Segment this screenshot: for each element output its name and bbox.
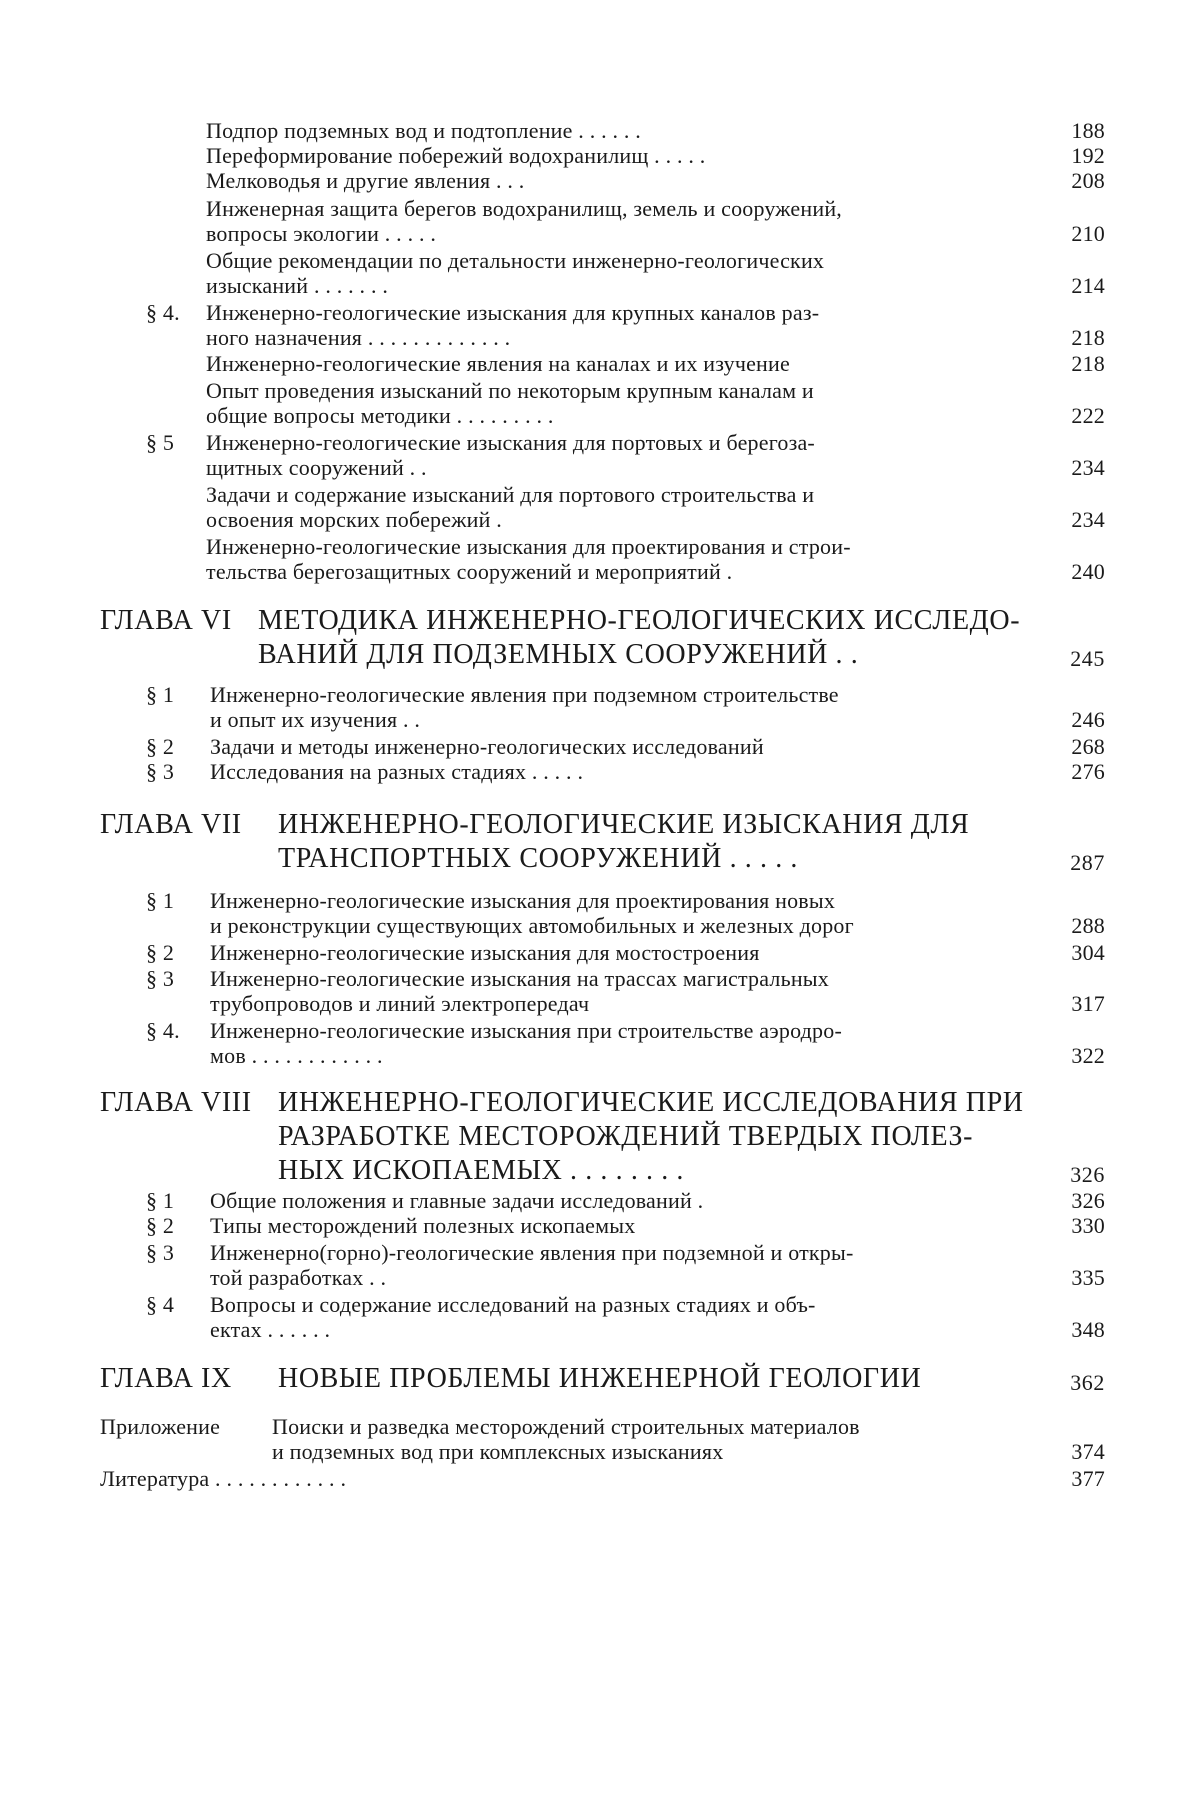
section-entry	[0, 966, 1200, 1016]
section-number: § 2	[146, 1213, 175, 1238]
section-title: Типы месторождений полезных ископаемых	[210, 1213, 636, 1238]
section-number: § 3	[146, 966, 175, 991]
entry-text: Инженерно-геологические явления на каналах и их изучение	[206, 351, 790, 376]
section-number: § 5	[146, 430, 175, 455]
page-number: 276	[1071, 759, 1105, 784]
literature-label: Литература . . . . . . . . . . . .	[100, 1466, 347, 1491]
toc-entry	[0, 248, 1200, 298]
chapter-title-line: ВАНИЙ ДЛЯ ПОДЗЕМНЫХ СООРУЖЕНИЙ . .	[258, 639, 859, 670]
section-number: § 1	[146, 1188, 175, 1213]
appendix-label: Приложение	[100, 1414, 221, 1439]
chapter-title-line: РАЗРАБОТКЕ МЕСТОРОЖДЕНИЙ ТВЕРДЫХ ПОЛЕЗ-	[278, 1121, 974, 1152]
chapter-title-line: ИНЖЕНЕРНО-ГЕОЛОГИЧЕСКИЕ ИССЛЕДОВАНИЯ ПРИ	[278, 1087, 1024, 1118]
page-number: 240	[1071, 559, 1105, 584]
section-title-line: Вопросы и содержание исследований на разных стадиях и объ-	[210, 1292, 816, 1317]
page-number: 210	[1071, 221, 1105, 246]
section-number: § 2	[146, 734, 175, 759]
page-number: 304	[1071, 940, 1105, 965]
section-number: § 2	[146, 940, 175, 965]
section-number: § 3	[146, 759, 175, 784]
chapter-title-line: ТРАНСПОРТНЫХ СООРУЖЕНИЙ . . . . .	[278, 843, 798, 874]
chapter-heading	[0, 1086, 1200, 1190]
page-number: 246	[1071, 707, 1105, 732]
page-number: 322	[1071, 1043, 1105, 1068]
chapter-heading	[0, 808, 1200, 878]
entry-text-line: Задачи и содержание изысканий для портового строительства и	[206, 482, 815, 507]
section-title: Исследования на разных стадиях . . . . .	[210, 759, 584, 784]
section-entry	[0, 1018, 1200, 1068]
appendix-title-line: Поиски и разведка месторождений строительных материалов	[272, 1414, 860, 1439]
entry-text-line: тельства берегозащитных сооружений и мероприятий .	[206, 559, 733, 584]
section-title: Инженерно-геологические изыскания для мостостроения	[210, 940, 760, 965]
section-title-line: Инженерно(горно)-геологические явления при подземной и откры-	[210, 1240, 854, 1265]
chapter-label: ГЛАВА VI	[100, 605, 232, 636]
chapter-title-line: ИНЖЕНЕРНО-ГЕОЛОГИЧЕСКИЕ ИЗЫСКАНИЯ ДЛЯ	[278, 809, 970, 840]
entry-text-line: Общие рекомендации по детальности инженерно-геологических	[206, 248, 825, 273]
page-number: 268	[1071, 734, 1105, 759]
section-title-line: мов . . . . . . . . . . . .	[210, 1043, 383, 1068]
page-number: 326	[1070, 1162, 1105, 1187]
page-number: 245	[1070, 646, 1105, 671]
chapter-label: ГЛАВА VII	[100, 809, 242, 840]
page-number: 208	[1071, 168, 1105, 193]
section-entry	[0, 300, 1200, 350]
toc-entry	[0, 482, 1200, 532]
section-title-line: Инженерно-геологические изыскания для крупных каналов раз-	[206, 300, 820, 325]
page-number: 335	[1071, 1265, 1105, 1290]
section-number: § 4.	[146, 1018, 180, 1043]
section-title-line: Инженерно-геологические изыскания на трассах магистральных	[210, 966, 829, 991]
entry-text-line: Инженерная защита берегов водохранилищ, земель и сооружений,	[206, 196, 843, 221]
page-number: 317	[1071, 991, 1105, 1016]
page-number: 287	[1070, 850, 1105, 875]
page-number: 192	[1071, 143, 1105, 168]
section-title-line: Инженерно-геологические изыскания для проектирования новых	[210, 888, 836, 913]
page-number: 214	[1071, 273, 1105, 298]
page-number: 362	[1070, 1370, 1105, 1395]
section-title: Задачи и методы инженерно-геологических исследований	[210, 734, 764, 759]
section-entry	[0, 1240, 1200, 1290]
page-number: 374	[1071, 1439, 1105, 1464]
chapter-title-line: НОВЫЕ ПРОБЛЕМЫ ИНЖЕНЕРНОЙ ГЕОЛОГИИ	[278, 1363, 922, 1394]
entry-text-line: Опыт проведения изысканий по некоторым крупным каналам и	[206, 378, 814, 403]
page-number: 234	[1071, 507, 1105, 532]
section-number: § 4.	[146, 300, 180, 325]
chapter-heading	[0, 1362, 1200, 1398]
entry-text-line: изысканий . . . . . . .	[206, 273, 389, 298]
chapter-label: ГЛАВА VIII	[100, 1087, 252, 1118]
section-title-line: Инженерно-геологические изыскания при строительстве аэродро-	[210, 1018, 842, 1043]
section-entry	[0, 1292, 1200, 1342]
section-title-line: трубопроводов и линий электропередач	[210, 991, 590, 1016]
section-title-line: той разработках . .	[210, 1265, 387, 1290]
page-number: 222	[1071, 403, 1105, 428]
section-number: § 1	[146, 682, 175, 707]
section-entry	[0, 888, 1200, 938]
section-title: Общие положения и главные задачи исследований .	[210, 1188, 704, 1213]
page-number: 218	[1071, 325, 1105, 350]
page-number: 330	[1071, 1213, 1105, 1238]
toc-entry	[0, 378, 1200, 428]
page-number: 326	[1071, 1188, 1105, 1213]
entry-text: Подпор подземных вод и подтопление . . . . . .	[206, 118, 642, 143]
section-title-line: ного назначения . . . . . . . . . . . . .	[206, 325, 511, 350]
entry-text: Переформирование побережий водохранилищ . . . . .	[206, 143, 706, 168]
entry-text: Мелководья и другие явления . . .	[206, 168, 525, 193]
section-title-line: Инженерно-геологические изыскания для портовых и берегоза-	[206, 430, 815, 455]
section-entry	[0, 682, 1200, 732]
page-number: 218	[1071, 351, 1105, 376]
chapter-title-line: МЕТОДИКА ИНЖЕНЕРНО-ГЕОЛОГИЧЕСКИХ ИССЛЕДО-	[258, 605, 1021, 636]
entry-text-line: Инженерно-геологические изыскания для проектирования и строи-	[206, 534, 851, 559]
page-number: 288	[1071, 913, 1105, 938]
section-title-line: щитных сооружений . .	[206, 455, 427, 480]
entry-text-line: вопросы экологии . . . . .	[206, 221, 437, 246]
entry-text-line: освоения морских побережий .	[206, 507, 502, 532]
page-number: 188	[1071, 118, 1105, 143]
appendix-entry	[0, 1414, 1200, 1464]
toc-entry	[0, 196, 1200, 246]
section-title-line: Инженерно-геологические явления при подземном строительстве	[210, 682, 839, 707]
section-title-line: и опыт их изучения . .	[210, 707, 421, 732]
page-number: 377	[1071, 1466, 1105, 1491]
section-number: § 1	[146, 888, 175, 913]
chapter-heading	[0, 604, 1200, 674]
entry-text-line: общие вопросы методики . . . . . . . . .	[206, 403, 554, 428]
page-number: 348	[1071, 1317, 1105, 1342]
section-number: § 3	[146, 1240, 175, 1265]
chapter-title-line: НЫХ ИСКОПАЕМЫХ . . . . . . . .	[278, 1155, 685, 1186]
section-entry	[0, 430, 1200, 480]
section-title-line: ектах . . . . . .	[210, 1317, 331, 1342]
appendix-title-line: и подземных вод при комплексных изысканиях	[272, 1439, 724, 1464]
chapter-label: ГЛАВА IX	[100, 1363, 232, 1394]
section-title-line: и реконструкции существующих автомобильных и железных дорог	[210, 913, 854, 938]
section-number: § 4	[146, 1292, 175, 1317]
toc-entry	[0, 534, 1200, 584]
page-number: 234	[1071, 455, 1105, 480]
